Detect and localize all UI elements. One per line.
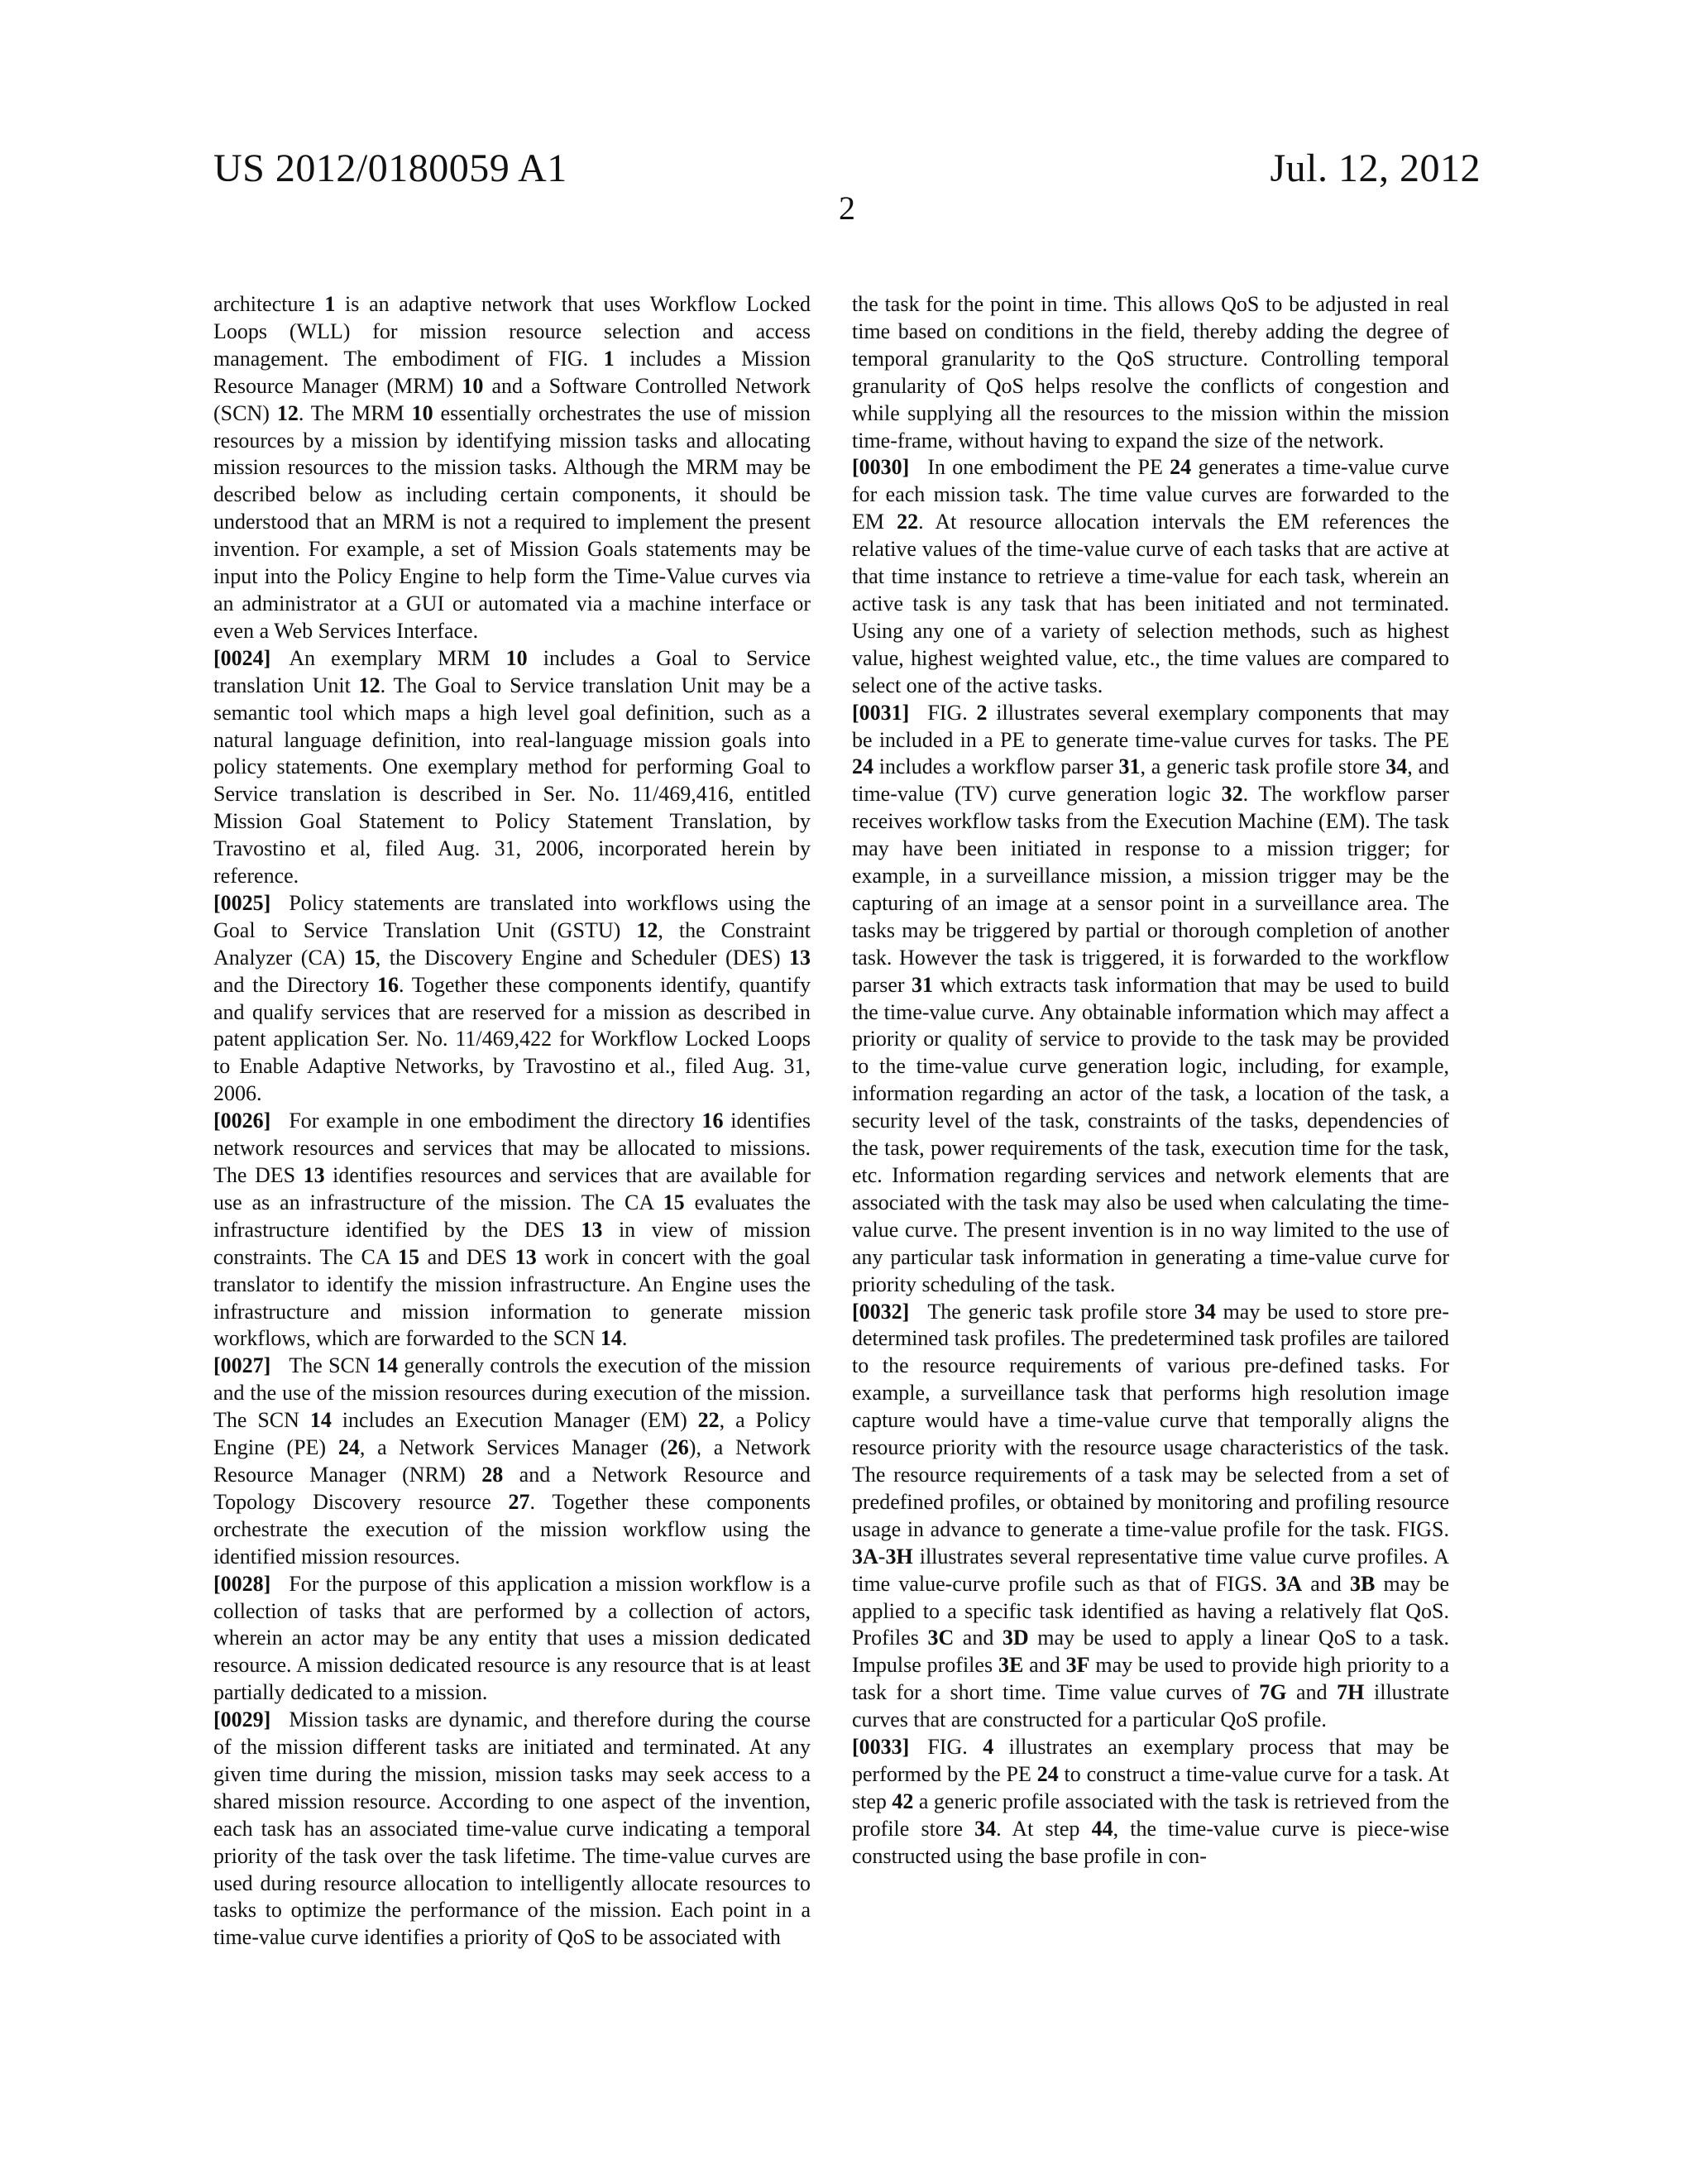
- text-run: , a generic task profile store: [1140, 754, 1386, 779]
- text-run: may be applied to a specific task identified as having a relatively flat QoS. Profiles: [852, 1571, 1449, 1650]
- publication-date: Jul. 12, 2012: [1270, 146, 1481, 190]
- reference-numeral: 44: [1091, 1816, 1113, 1841]
- text-run: illustrate curves that are constructed for a particular QoS profile.: [852, 1680, 1449, 1732]
- reference-numeral: 15: [353, 945, 376, 970]
- paragraph-number: [0032]: [852, 1299, 910, 1324]
- reference-numeral: 3D: [1002, 1626, 1029, 1650]
- reference-numeral: 1: [603, 346, 615, 371]
- text-run: , the Constraint Analyzer (CA): [213, 917, 811, 970]
- text-run: includes an Execution Manager (EM): [331, 1408, 698, 1433]
- paragraph: [213, 645, 811, 890]
- text-run: , the time-value curve is piece-wise constructed using the base profile in con-: [852, 1816, 1449, 1868]
- reference-numeral: 13: [581, 1217, 603, 1242]
- paragraph-number: [0028]: [213, 1571, 271, 1596]
- reference-numeral: 12: [276, 400, 299, 425]
- text-run: Policy statements are translated into workflows using the Goal to Service Translation Unit (GSTU): [213, 890, 811, 942]
- paragraph-number: [0029]: [213, 1707, 271, 1732]
- text-run: includes a workflow parser: [873, 754, 1119, 779]
- text-run: a generic profile associated with the task is retrieved from the profile store: [852, 1789, 1449, 1841]
- paragraph: [213, 1707, 811, 1952]
- text-run: Mission tasks are dynamic, and therefore during the course of the mission different tasks are initiated and terminated. At any given time during the mission, mission tasks may seek access to a shared mission resource. According to one aspect of the invention, each task has an associated time-value curve indicating a temporal priority of the task over the task lifetime. The time-value curves are used during resource allocation to intelligently allocate resources to tasks to optimize the performance of the mission. Each point in a time-value curve identifies a priority of QoS to be associated with: [213, 1707, 811, 1950]
- text-run: illustrates several representative time value curve profiles. A time value-curve profile such as that of FIGS.: [852, 1544, 1449, 1596]
- reference-numeral: 4: [983, 1735, 994, 1760]
- text-run: . The workflow parser receives workflow tasks from the Execution Machine (EM). The task may have been initiated in response to a mission trigger; for example, in a surveillance mission, a mission trigger may be the capturing of an image at a sensor point in a surveillance area. The tasks may be triggered by partial or thorough completion of another task. However the task is triggered, it is forwarded to the workflow parser: [852, 782, 1449, 997]
- text-run: For example in one embodiment the directory: [289, 1109, 702, 1133]
- text-run: and a Network Resource and Topology Discovery resource: [213, 1462, 811, 1514]
- text-run: . The Goal to Service translation Unit may be a semantic tool which maps a high level goal definition, such as a natural language definition, into real-language mission goals into policy statements. One exemplary method for performing Goal to Service translation is described in Ser. No. 11/469,416, entitled Mission Goal Statement to Policy Statement Translation, by Travostino et al, filed Aug. 31, 2006, incorporated herein by reference.: [213, 673, 811, 888]
- text-run: In one embodiment the PE: [927, 455, 1170, 480]
- left-column: [213, 291, 811, 2169]
- reference-numeral: 13: [514, 1244, 537, 1269]
- text-run: and DES: [419, 1244, 515, 1269]
- text-run: identifies network resources and services that may be allocated to missions. The DES: [213, 1109, 811, 1187]
- paragraph: [213, 890, 811, 1108]
- reference-numeral: 2: [976, 700, 988, 725]
- text-run: , a Policy Engine (PE): [213, 1408, 811, 1460]
- paragraph-number: [0025]: [213, 890, 271, 915]
- text-run: generally controls the execution of the mission and the use of the mission resources during execution of the mission. The SCN: [213, 1353, 811, 1433]
- text-run: and: [954, 1626, 1003, 1650]
- text-run: evaluates the infrastructure identified by the DES: [213, 1190, 811, 1242]
- reference-numeral: 24: [852, 754, 873, 779]
- text-run: . Together these components identify, quantify and qualify services that are reserved for a mission as described in patent application Ser. No. 11/469,422 for Workflow Locked Loops to Enable Adaptive Networks, by Travostino et al., filed Aug. 31, 2006.: [213, 972, 811, 1106]
- text-run: work in concert with the goal translator to identify the mission infrastructure. An Engine uses the infrastructure and mission information to generate mission workflows, which are forwarded to the SCN: [213, 1244, 811, 1351]
- reference-numeral: 7H: [1337, 1680, 1365, 1705]
- text-run: and: [1302, 1571, 1351, 1596]
- text-run: .: [621, 1326, 628, 1351]
- paragraph: [213, 1571, 811, 1707]
- text-run: essentially orchestrates the use of mission resources by a mission by identifying mission tasks and allocating mission resources to the mission tasks. Although the MRM may be described below as including certain components, it should be understood that an MRM is not a required to implement the present invention. For example, a set of Mission Goals statements may be input into the Policy Engine to help form the Time-Value curves via an administrator at a GUI or automated via a machine interface or even a Web Services Interface.: [213, 400, 811, 643]
- reference-numeral: 14: [376, 1353, 398, 1378]
- text-run: The SCN: [289, 1353, 376, 1378]
- paragraph: [852, 1734, 1449, 1870]
- reference-numeral: 42: [892, 1789, 914, 1813]
- text-run: FIG.: [927, 1735, 983, 1760]
- text-run: For the purpose of this application a mission workflow is a collection of tasks that are performed by a collection of actors, wherein an actor may be any entity that uses a mission dedicated resource. A mission dedicated resource is any resource that is at least partially dedicated to a mission.: [213, 1571, 811, 1705]
- patent-number: US 2012/0180059 A1: [213, 146, 567, 190]
- reference-numeral: 13: [303, 1163, 325, 1187]
- reference-numeral: 12: [358, 673, 380, 697]
- text-run: generates a time-value curve for each mission task. The time value curves are forwarded to the EM: [852, 455, 1449, 534]
- text-run: includes a Mission Resource Manager (MRM): [213, 346, 811, 398]
- reference-numeral: 10: [505, 645, 528, 670]
- text-run: , and time-value (TV) curve generation logic: [852, 754, 1449, 807]
- right-column: [852, 291, 1449, 2169]
- reference-numeral: 32: [1221, 782, 1243, 807]
- page-number: 2: [839, 189, 855, 227]
- text-run: . Together these components orchestrate the execution of the mission workflow using the identified mission resources.: [213, 1489, 811, 1569]
- reference-numeral: 34: [1194, 1299, 1216, 1324]
- paragraph-number: [0027]: [213, 1353, 271, 1378]
- reference-numeral: 3A: [1275, 1571, 1303, 1596]
- paragraph: [213, 1108, 811, 1353]
- text-run: illustrates several exemplary components that may be included in a PE to generate time-value curves for tasks. The PE: [852, 700, 1449, 752]
- reference-numeral: 1: [324, 292, 336, 316]
- reference-numeral: 10: [462, 373, 484, 398]
- text-run: . At resource allocation intervals the EM references the relative values of the time-value curve of each tasks that are active at that time instance to retrieve a time-value for each task, wherein an active task is any task that has been initiated and not terminated. Using any one of a variety of selection methods, such as highest value, highest weighted value, etc., the time values are compared to select one of the active tasks.: [852, 510, 1449, 697]
- paragraph: [213, 291, 811, 645]
- reference-numeral: 15: [397, 1244, 419, 1269]
- reference-numeral: 14: [600, 1326, 622, 1351]
- reference-numeral: 27: [508, 1489, 530, 1514]
- reference-numeral: 16: [701, 1109, 724, 1133]
- reference-numeral: 24: [1170, 455, 1192, 480]
- text-run: may be used to apply a linear QoS to a task. Impulse profiles: [852, 1626, 1449, 1678]
- reference-numeral: 13: [789, 945, 811, 970]
- reference-numeral: 7G: [1259, 1680, 1287, 1705]
- paragraph-number: [0031]: [852, 700, 910, 725]
- paragraph-number: [0030]: [852, 455, 910, 480]
- reference-numeral: 3H: [885, 1544, 913, 1569]
- reference-numeral: 3A: [852, 1544, 878, 1569]
- paragraph: [852, 700, 1449, 1299]
- text-run: is an adaptive network that uses Workflow Locked Loops (WLL) for mission resource selection and access management. The embodiment of FIG.: [213, 292, 811, 371]
- text-run: The generic task profile store: [927, 1299, 1194, 1324]
- text-run: may be used to provide high priority to a task for a short time. Time value curves of: [852, 1653, 1449, 1705]
- text-run: illustrates an exemplary process that may be performed by the PE: [852, 1735, 1449, 1786]
- text-run: includes a Goal to Service translation Unit: [213, 645, 811, 697]
- reference-numeral: 34: [974, 1816, 997, 1841]
- text-run: FIG.: [927, 700, 977, 725]
- paragraph-number: [0033]: [852, 1735, 910, 1760]
- reference-numeral: 15: [663, 1190, 685, 1214]
- reference-numeral: 34: [1385, 754, 1408, 779]
- reference-numeral: 12: [636, 917, 658, 942]
- reference-numeral: 31: [1118, 754, 1141, 779]
- reference-numeral: 26: [667, 1435, 689, 1460]
- text-run: and: [1023, 1653, 1066, 1678]
- reference-numeral: 31: [912, 972, 934, 997]
- text-run: ), a Network Resource Manager (NRM): [213, 1435, 811, 1487]
- text-run: -: [878, 1544, 886, 1569]
- text-run: to construct a time-value curve for a task. At step: [852, 1761, 1449, 1813]
- reference-numeral: 24: [1036, 1761, 1059, 1786]
- reference-numeral: 3C: [927, 1626, 955, 1650]
- text-run: identifies resources and services that are available for use as an infrastructure of the mission. The CA: [213, 1163, 811, 1214]
- text-run: , a Network Services Manager (: [359, 1435, 668, 1460]
- reference-numeral: 3B: [1350, 1571, 1376, 1596]
- text-run: . The MRM: [298, 400, 412, 425]
- text-run: and a Software Controlled Network (SCN): [213, 373, 811, 425]
- paragraph-number: [0024]: [213, 645, 271, 670]
- text-run: in view of mission constraints. The CA: [213, 1217, 811, 1269]
- text-run: , the Discovery Engine and Scheduler (DES): [375, 945, 789, 970]
- text-run: may be used to store pre-determined task profiles. The predetermined task profiles are tailored to the resource requirements of various pre-defined tasks. For example, a surveillance task that performs high resolution image capture would have a time-value curve that temporally aligns the resource priority with the resource usage characteristics of the task. The resource requirements of a task may be selected from a set of predefined profiles, or obtained by monitoring and profiling resource usage in advance to generate a time-value profile for the task. FIGS.: [852, 1299, 1449, 1541]
- text-run: the task for the point in time. This allows QoS to be adjusted in real time based on conditions in the field, thereby adding the degree of temporal granularity to the QoS structure. Controlling temporal granularity of QoS helps resolve the conflicts of congestion and while supplying all the resources to the mission within the mission time-frame, without having to expand the size of the network.: [852, 292, 1449, 453]
- text-run: architecture: [213, 292, 325, 316]
- paragraph: [213, 1353, 811, 1570]
- paragraph: [852, 291, 1449, 454]
- reference-numeral: 24: [337, 1435, 360, 1460]
- reference-numeral: 16: [377, 972, 400, 997]
- text-run: An exemplary MRM: [289, 645, 506, 670]
- paragraph: [852, 454, 1449, 699]
- text-run: which extracts task information that may be used to build the time-value curve. Any obtainable information which may affect a priority or quality of service to provide to the task may be provided to the time-value curve generation logic, including, for example, information regarding an actor of the task, a location of the task, a security level of the task, constraints of the tasks, dependencies of the task, power requirements of the task, execution time for the task, etc. Information regarding services and network elements that are associated with the task may also be used when calculating the time-value curve. The present invention is in no way limited to the use of any particular task information in generating a time-value curve for priority scheduling of the task.: [852, 972, 1449, 1296]
- reference-numeral: 10: [411, 400, 433, 425]
- reference-numeral: 3E: [998, 1653, 1024, 1678]
- reference-numeral: 14: [309, 1408, 332, 1433]
- text-run: and the Directory: [213, 972, 378, 997]
- text-run: . At step: [996, 1816, 1092, 1841]
- paragraph: [852, 1299, 1449, 1735]
- reference-numeral: 28: [481, 1462, 504, 1487]
- reference-numeral: 22: [697, 1408, 720, 1433]
- reference-numeral: 22: [897, 510, 919, 534]
- paragraph-number: [0026]: [213, 1109, 271, 1133]
- reference-numeral: 3F: [1065, 1653, 1090, 1678]
- text-run: and: [1286, 1680, 1337, 1705]
